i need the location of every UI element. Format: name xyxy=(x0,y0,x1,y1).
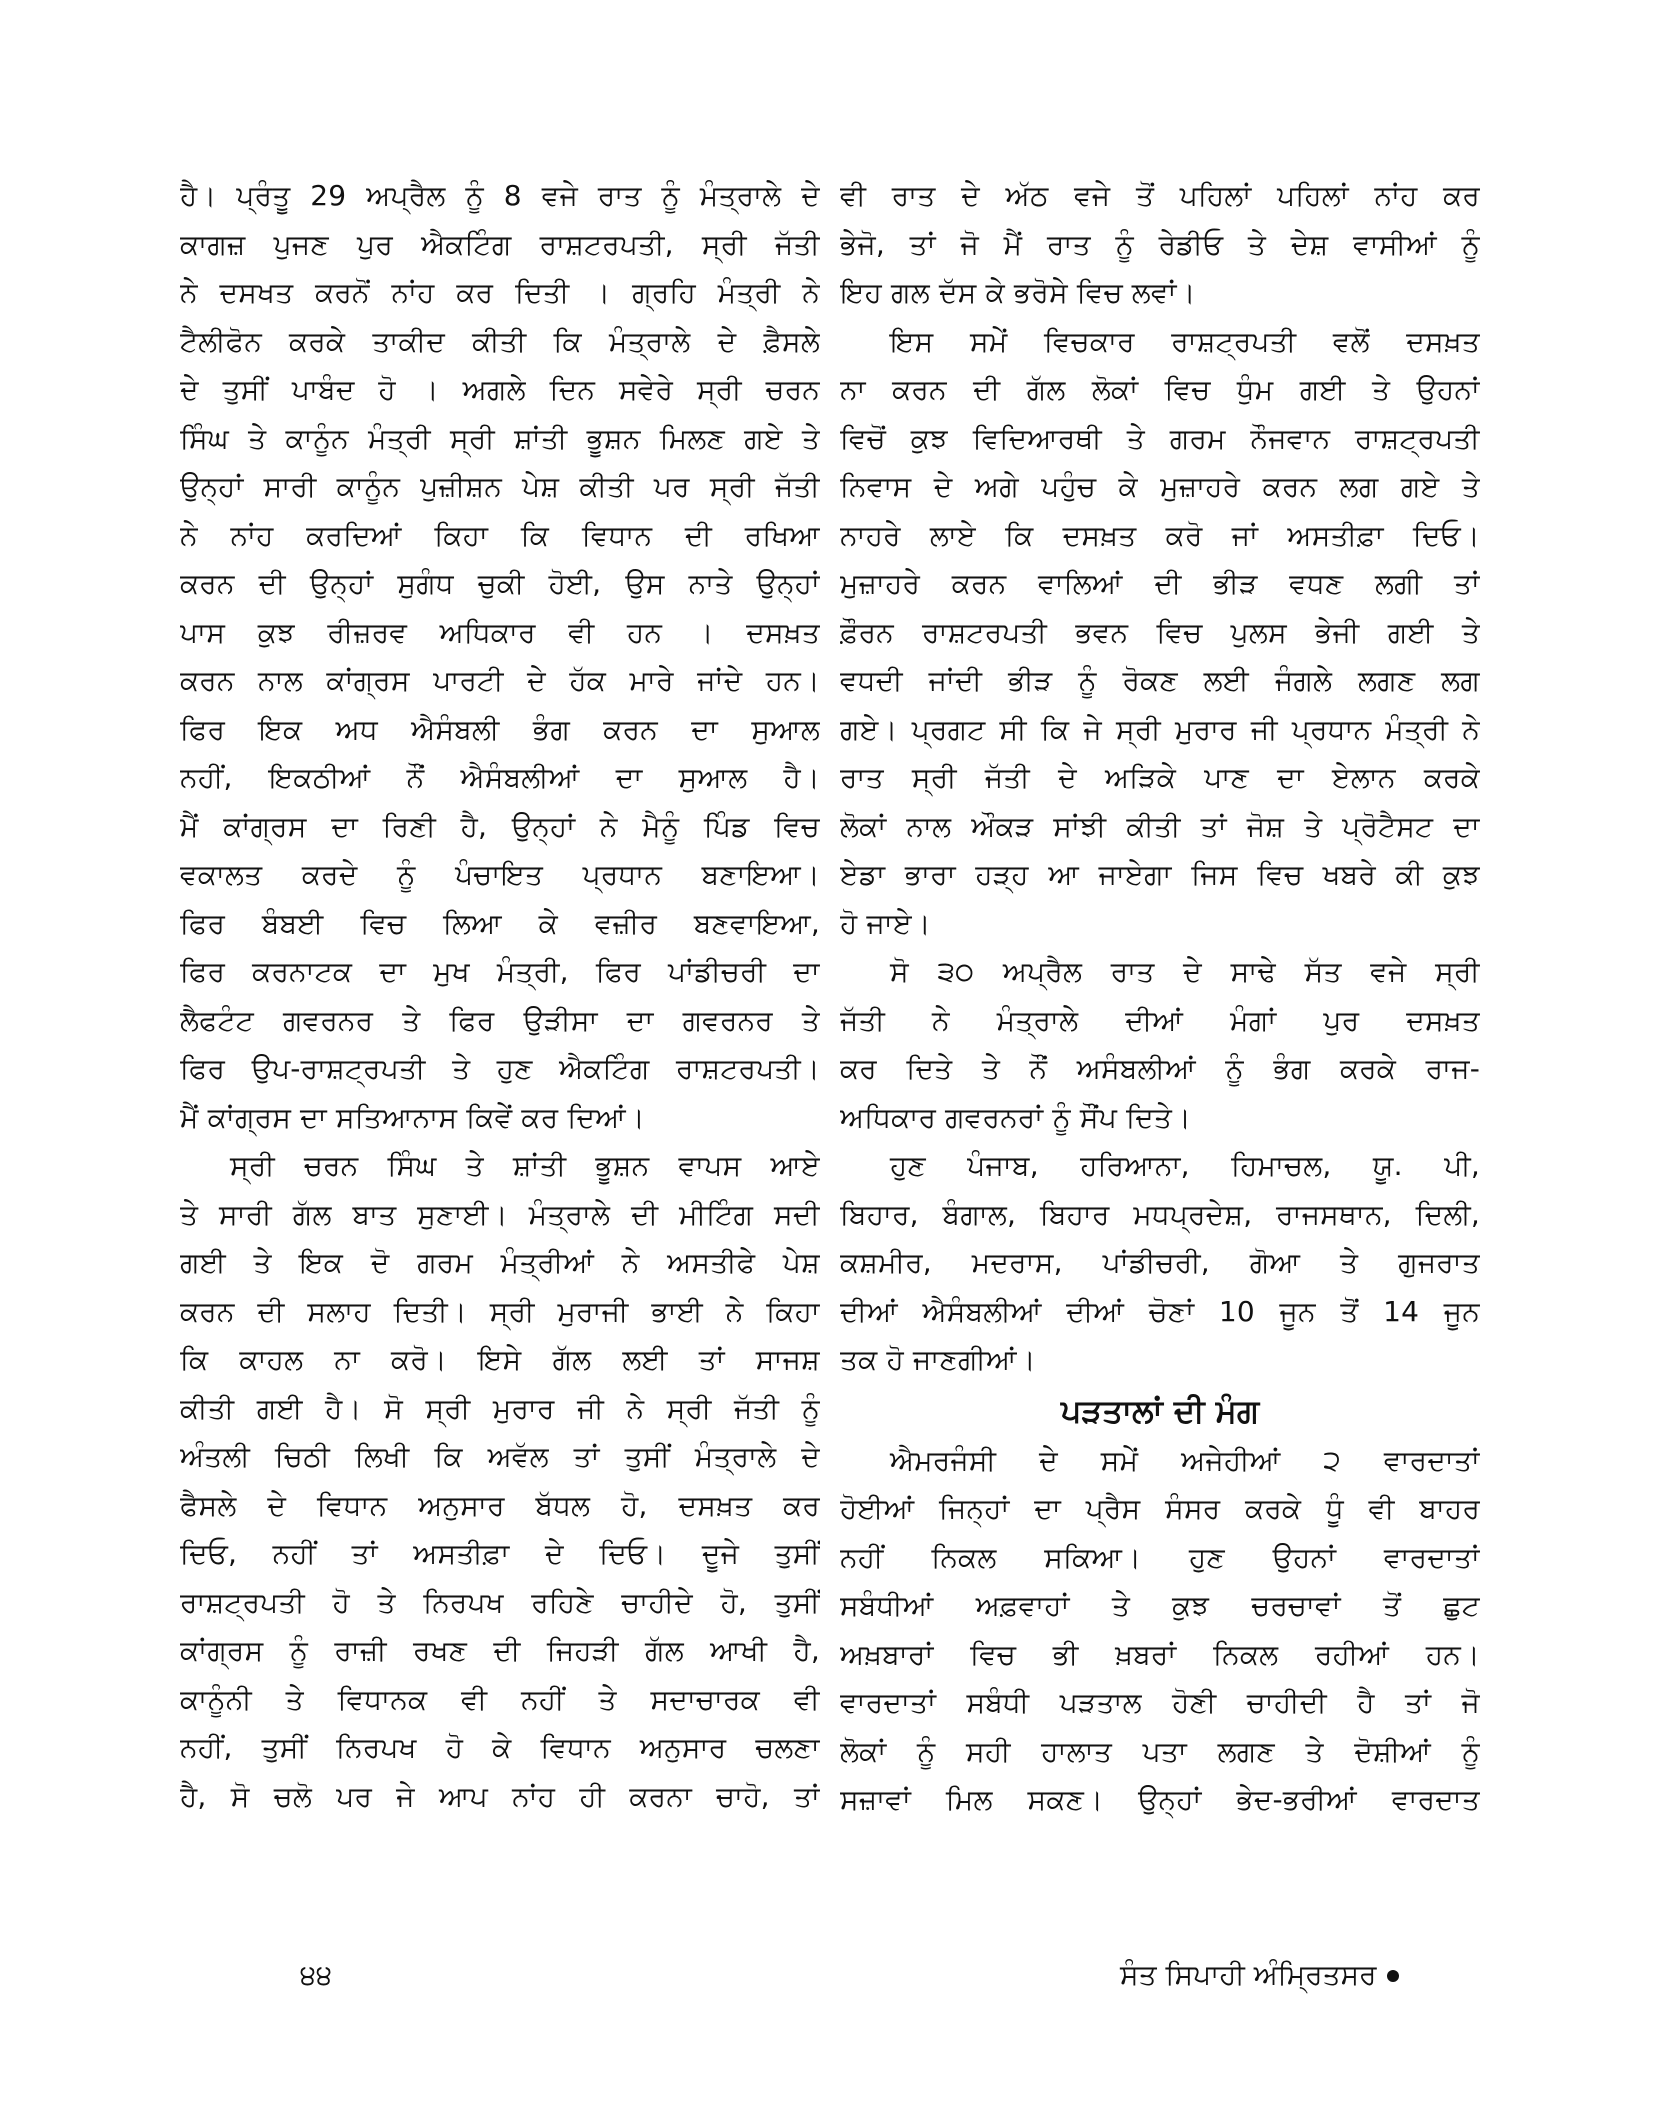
paragraph-start-line: ਇਸ ਸਮੇਂ ਵਿਚਕਾਰ ਰਾਸ਼ਟ੍ਰਪਤੀ ਵਲੋਂ ਦਸਖ਼ਤ xyxy=(890,324,1480,358)
text-line: ਜੱਤੀ ਨੇ ਮੰਤ੍ਰਾਲੇ ਦੀਆਂ ਮੰਗਾਂ ਪੁਰ ਦਸਖ਼ਤ xyxy=(840,1003,1480,1037)
left-column xyxy=(180,172,820,1821)
text-line: ਅਖ਼ਬਾਰਾਂ ਵਿਚ ਭੀ ਖ਼ਬਰਾਂ ਨਿਕਲ ਰਹੀਆਂ ਹਨ। xyxy=(840,1637,1480,1671)
text-line: ਵਾਰਦਾਤਾਂ ਸਬੰਧੀ ਪੜਤਾਲ ਹੋਣੀ ਚਾਹੀਦੀ ਹੈ ਤਾਂ ਜੋ xyxy=(840,1686,1480,1719)
text-line: ਬਿਹਾਰ, ਬੰਗਾਲ, ਬਿਹਾਰ ਮਧਪ੍ਰਦੇਸ਼, ਰਾਜਸਥਾਨ, ਦਿਲੀ, xyxy=(840,1197,1480,1231)
text-line: ਹੈ। ਪ੍ਰੰਤੂ 29 ਅਪ੍ਰੈਲ ਨੂੰ 8 ਵਜੇ ਰਾਤ ਨੂੰ ਮੰਤ੍ਰਾਲੇ ਦੇ xyxy=(180,179,820,212)
text-line: ਲੋਕਾਂ ਨਾਲ ਔਕੜ ਸਾਂਝੀ ਕੀਤੀ ਤਾਂ ਜੋਸ਼ ਤੇ ਪ੍ਰੋਟੈਸਟ ਦਾ xyxy=(840,809,1480,843)
text-line: ਵੀ ਰਾਤ ਦੇ ਅੱਠ ਵਜੇ ਤੋਂ ਪਹਿਲਾਂ ਪਹਿਲਾਂ ਨਾਂਹ ਕਰ xyxy=(840,179,1480,212)
text-line: ਫਿਰ ਕਰਨਾਟਕ ਦਾ ਮੁਖ ਮੰਤ੍ਰੀ, ਫਿਰ ਪਾਂਡੀਚਰੀ ਦਾ xyxy=(180,955,820,988)
text-line: ਭੇਜੋ, ਤਾਂ ਜੋ ਮੈਂ ਰਾਤ ਨੂੰ ਰੇਡੀਓ ਤੇ ਦੇਸ਼ ਵਾਸੀਆਂ ਨੂੰ xyxy=(840,227,1480,261)
text-line: ਸਿੰਘ ਤੇ ਕਾਨੂੰਨ ਮੰਤ੍ਰੀ ਸ੍ਰੀ ਸ਼ਾਂਤੀ ਭੂਸ਼ਨ ਮਿਲਣ ਗਏ ਤੇ xyxy=(180,421,820,455)
publication-footer xyxy=(1120,1955,1399,1995)
text-line: ਹੈ, ਸੋ ਚਲੋ ਪਰ ਜੇ ਆਪ ਨਾਂਹ ਹੀ ਕਰਨਾ ਚਾਹੋ, ਤਾਂ xyxy=(180,1779,820,1813)
text-line: ਲੈਫਟੰਟ ਗਵਰਨਰ ਤੇ ਫਿਰ ਉੜੀਸਾ ਦਾ ਗਵਰਨਰ ਤੇ xyxy=(180,1003,820,1037)
text-line: ਉਨ੍ਹਾਂ ਸਾਰੀ ਕਾਨੂੰਨ ਪੁਜ਼ੀਸ਼ਨ ਪੇਸ਼ ਕੀਤੀ ਪਰ ਸ੍ਰੀ ਜੱਤੀ xyxy=(180,470,820,503)
publication-name: ਸੰਤ ਸਿਪਾਹੀ ਅੰਮ੍ਰਿਤਸਰ xyxy=(1120,1958,1377,1991)
text-line: ਟੈਲੀਫੋਨ ਕਰਕੇ ਤਾਕੀਦ ਕੀਤੀ ਕਿ ਮੰਤ੍ਰਾਲੇ ਦੇ ਫ਼ੈਸਲੇ xyxy=(180,324,820,358)
text-line: ਫੈਸਲੇ ਦੇ ਵਿਧਾਨ ਅਨੁਸਾਰ ਬੱਧਲ ਹੋ, ਦਸਖ਼ਤ ਕਰ xyxy=(180,1488,820,1522)
text-line: ਕਰ ਦਿਤੇ ਤੇ ਨੌਂ ਅਸੰਬਲੀਆਂ ਨੂੰ ਭੰਗ ਕਰਕੇ ਰਾਜ- xyxy=(840,1052,1480,1085)
paragraph-start-line: ਹੁਣ ਪੰਜਾਬ, ਹਰਿਆਨਾ, ਹਿਮਾਚਲ, ਯੂ. ਪੀ, xyxy=(890,1149,1480,1182)
paragraph-start-line: ਸ੍ਰੀ ਚਰਨ ਸਿੰਘ ਤੇ ਸ਼ਾਂਤੀ ਭੂਸ਼ਨ ਵਾਪਸ ਆਏ xyxy=(230,1149,820,1182)
section-heading: ਪੜਤਾਲਾਂ ਦੀ ਮੰਗ xyxy=(1060,1391,1260,1430)
text-line: ਨਹੀਂ ਨਿਕਲ ਸਕਿਆ। ਹੁਣ ਉਹਨਾਂ ਵਾਰਦਾਤਾਂ xyxy=(840,1540,1480,1574)
text-line: ਫਿਰ ਇਕ ਅਧ ਐਸੰਬਲੀ ਭੰਗ ਕਰਨ ਦਾ ਸੁਆਲ xyxy=(180,712,820,746)
text-line: ਸਬੰਧੀਆਂ ਅਫ਼ਵਾਹਾਂ ਤੇ ਕੁਝ ਚਰਚਾਵਾਂ ਤੋਂ ਛੁਟ xyxy=(840,1589,1480,1622)
text-line: ਮੁਜ਼ਾਹਰੇ ਕਰਨ ਵਾਲਿਆਂ ਦੀ ਭੀੜ ਵਧਣ ਲਗੀ ਤਾਂ xyxy=(840,567,1480,600)
text-line: ਰਾਤ ਸ੍ਰੀ ਜੱਤੀ ਦੇ ਅੜਿਕੇ ਪਾਣ ਦਾ ਏਲਾਨ ਕਰਕੇ xyxy=(840,761,1480,794)
text-line: ਵਧਦੀ ਜਾਂਦੀ ਭੀੜ ਨੂੰ ਰੋਕਣ ਲਈ ਜੰਗਲੇ ਲਗਣ ਲਗ xyxy=(840,664,1480,697)
text-line: ਗਈ ਤੇ ਇਕ ਦੋ ਗਰਮ ਮੰਤ੍ਰੀਆਂ ਨੇ ਅਸਤੀਫੇ ਪੇਸ਼ xyxy=(180,1246,820,1279)
text-line: ਰਾਸ਼ਟ੍ਰਪਤੀ ਹੋ ਤੇ ਨਿਰਪਖ ਰਹਿਣੇ ਚਾਹੀਦੇ ਹੋ, ਤੁਸੀਂ xyxy=(180,1585,820,1619)
text-line: ਕਸ਼ਮੀਰ, ਮਦਰਾਸ, ਪਾਂਡੀਚਰੀ, ਗੋਆ ਤੇ ਗੁਜਰਾਤ xyxy=(840,1246,1480,1279)
text-line: ਸਜ਼ਾਵਾਂ ਮਿਲ ਸਕਣ। ਉਨ੍ਹਾਂ ਭੇਦ-ਭਰੀਆਂ ਵਾਰਦਾਤ xyxy=(840,1783,1480,1816)
text-line: ਕਰਨ ਨਾਲ ਕਾਂਗ੍ਰਸ ਪਾਰਟੀ ਦੇ ਹੱਕ ਮਾਰੇ ਜਾਂਦੇ ਹਨ। xyxy=(180,664,820,697)
bullet-dot-icon xyxy=(1387,1970,1399,1982)
text-line: ਫਿਰ ਬੰਬਈ ਵਿਚ ਲਿਆ ਕੇ ਵਜ਼ੀਰ ਬਣਵਾਇਆ, xyxy=(180,906,820,940)
text-line: ਨਹੀਂ, ਇਕਠੀਆਂ ਨੌਂ ਐਸੰਬਲੀਆਂ ਦਾ ਸੁਆਲ ਹੈ। xyxy=(180,761,820,794)
text-line: ਦੇ ਤੁਸੀਂ ਪਾਬੰਦ ਹੋ । ਅਗਲੇ ਦਿਨ ਸਵੇਰੇ ਸ੍ਰੀ ਚਰਨ xyxy=(180,373,820,406)
page-number: ੪੪ xyxy=(300,1958,333,1991)
text-line: ਤਕ ਹੋ ਜਾਣਗੀਆਂ। xyxy=(840,1343,1036,1376)
text-line: ਮੈਂ ਕਾਂਗ੍ਰਸ ਦਾ ਸਤਿਆਨਾਸ ਕਿਵੇਂ ਕਰ ਦਿਆਂ। xyxy=(180,1100,645,1134)
text-line: ਕਰਨ ਦੀ ਸਲਾਹ ਦਿਤੀ। ਸ੍ਰੀ ਮੁਰਾਜੀ ਭਾਈ ਨੇ ਕਿਹਾ xyxy=(180,1294,820,1328)
text-line: ਕੀਤੀ ਗਈ ਹੈ। ਸੋ ਸ੍ਰੀ ਮੁਰਾਰ ਜੀ ਨੇ ਸ੍ਰੀ ਜੱਤੀ ਨੂੰ xyxy=(180,1391,820,1425)
text-line: ਅੰਤਲੀ ਚਿਠੀ ਲਿਖੀ ਕਿ ਅਵੱਲ ਤਾਂ ਤੁਸੀਂ ਮੰਤ੍ਰਾਲੇ ਦੇ xyxy=(180,1440,820,1473)
text-line: ਹੋ ਜਾਏ। xyxy=(840,906,931,940)
paragraph-start-line: ਐਮਰਜੰਸੀ ਦੇ ਸਮੇਂ ਅਜੇਹੀਆਂ ੨ ਵਾਰਦਾਤਾਂ xyxy=(890,1443,1480,1477)
text-line: ਕਾਗਜ਼ ਪੁਜਣ ਪੁਰ ਐਕਟਿੰਗ ਰਾਸ਼ਟਰਪਤੀ, ਸ੍ਰੀ ਜੱਤੀ xyxy=(180,227,820,261)
text-line: ਨਾਹਰੇ ਲਾਏ ਕਿ ਦਸਖ਼ਤ ਕਰੋ ਜਾਂ ਅਸਤੀਫ਼ਾ ਦਿਓ। xyxy=(840,518,1480,552)
text-line: ਕਰਨ ਦੀ ਉਨ੍ਹਾਂ ਸੁਗੰਧ ਚੁਕੀ ਹੋਈ, ਉਸ ਨਾਤੇ ਉਨ੍ਹਾਂ xyxy=(180,567,820,600)
text-line: ਦੀਆਂ ਐਸੰਬਲੀਆਂ ਦੀਆਂ ਚੋਣਾਂ 10 ਜੂਨ ਤੋਂ 14 ਜੂਨ xyxy=(840,1294,1480,1328)
text-line: ਗਏ। ਪ੍ਰਗਟ ਸੀ ਕਿ ਜੇ ਸ੍ਰੀ ਮੁਰਾਰ ਜੀ ਪ੍ਰਧਾਨ ਮੰਤ੍ਰੀ ਨੇ xyxy=(840,712,1480,746)
text-line: ਨਿਵਾਸ ਦੇ ਅਗੇ ਪਹੁੰਚ ਕੇ ਮੁਜ਼ਾਹਰੇ ਕਰਨ ਲਗ ਗਏ ਤੇ xyxy=(840,470,1480,503)
text-line: ਨੇ ਨਾਂਹ ਕਰਦਿਆਂ ਕਿਹਾ ਕਿ ਵਿਧਾਨ ਦੀ ਰਖਿਆ xyxy=(180,518,820,552)
paragraph-start-line: ਸੋ ੩੦ ਅਪ੍ਰੈਲ ਰਾਤ ਦੇ ਸਾਢੇ ਸੱਤ ਵਜੇ ਸ੍ਰੀ xyxy=(890,955,1480,988)
text-line: ਵਕਾਲਤ ਕਰਦੇ ਨੂੰ ਪੰਚਾਇਤ ਪ੍ਰਧਾਨ ਬਣਾਇਆ। xyxy=(180,858,820,891)
text-line: ਹੋਈਆਂ ਜਿਨ੍ਹਾਂ ਦਾ ਪ੍ਰੈਸ ਸੰਸਰ ਕਰਕੇ ਧੂੰ ਵੀ ਬਾਹਰ xyxy=(840,1492,1480,1525)
text-line: ਫ਼ੌਰਨ ਰਾਸ਼ਟਰਪਤੀ ਭਵਨ ਵਿਚ ਪੁਲਸ ਭੇਜੀ ਗਈ ਤੇ xyxy=(840,615,1480,649)
text-line: ਤੇ ਸਾਰੀ ਗੱਲ ਬਾਤ ਸੁਣਾਈ। ਮੰਤ੍ਰਾਲੇ ਦੀ ਮੀਟਿੰਗ ਸਦੀ xyxy=(180,1197,820,1231)
text-line: ਇਹ ਗਲ ਦੱਸ ਕੇ ਭਰੋਸੇ ਵਿਚ ਲਵਾਂ। xyxy=(840,276,1196,309)
text-line: ਏਡਾ ਭਾਰਾ ਹੜ੍ਹ ਆ ਜਾਏਗਾ ਜਿਸ ਵਿਚ ਖਬਰੇ ਕੀ ਕੁਝ xyxy=(840,858,1480,891)
right-column xyxy=(840,172,1480,1825)
text-line: ਵਿਚੋਂ ਕੁਝ ਵਿਦਿਆਰਥੀ ਤੇ ਗਰਮ ਨੌਜਵਾਨ ਰਾਸ਼ਟ੍ਰਪਤੀ xyxy=(840,421,1480,455)
text-line: ਅਧਿਕਾਰ ਗਵਰਨਰਾਂ ਨੂੰ ਸੌਂਪ ਦਿਤੇ। xyxy=(840,1100,1192,1134)
text-line: ਲੋਕਾਂ ਨੂੰ ਸਹੀ ਹਾਲਾਤ ਪਤਾ ਲਗਣ ਤੇ ਦੋਸ਼ੀਆਂ ਨੂੰ xyxy=(840,1734,1480,1768)
text-line: ਦਿਓ, ਨਹੀਂ ਤਾਂ ਅਸਤੀਫ਼ਾ ਦੇ ਦਿਓ। ਦੂਜੇ ਤੁਸੀਂ xyxy=(180,1537,820,1570)
text-line: ਕਿ ਕਾਹਲ ਨਾ ਕਰੋ। ਇਸੇ ਗੱਲ ਲਈ ਤਾਂ ਸਾਜਸ਼ xyxy=(180,1343,820,1376)
text-line: ਪਾਸ ਕੁਝ ਰੀਜ਼ਰਵ ਅਧਿਕਾਰ ਵੀ ਹਨ । ਦਸਖ਼ਤ xyxy=(180,615,820,649)
text-line: ਨਹੀਂ, ਤੁਸੀਂ ਨਿਰਪਖ ਹੋ ਕੇ ਵਿਧਾਨ ਅਨੁਸਾਰ ਚਲਣਾ xyxy=(180,1731,820,1764)
text-line: ਕਾਂਗ੍ਰਸ ਨੂੰ ਰਾਜ਼ੀ ਰਖਣ ਦੀ ਜਿਹੜੀ ਗੱਲ ਆਖੀ ਹੈ, xyxy=(180,1634,820,1667)
text-line: ਮੈਂ ਕਾਂਗ੍ਰਸ ਦਾ ਰਿਣੀ ਹੈ, ਉਨ੍ਹਾਂ ਨੇ ਮੈਨੂੰ ਪਿੰਡ ਵਿਚ xyxy=(180,809,820,843)
text-line: ਫਿਰ ਉਪ-ਰਾਸ਼ਟ੍ਰਪਤੀ ਤੇ ਹੁਣ ਐਕਟਿੰਗ ਰਾਸ਼ਟਰਪਤੀ। xyxy=(180,1052,820,1085)
text-line: ਨਾ ਕਰਨ ਦੀ ਗੱਲ ਲੋਕਾਂ ਵਿਚ ਧੁੰਮ ਗਈ ਤੇ ਉਹਨਾਂ xyxy=(840,373,1480,406)
text-line: ਕਾਨੂੰਨੀ ਤੇ ਵਿਧਾਨਕ ਵੀ ਨਹੀਂ ਤੇ ਸਦਾਚਾਰਕ ਵੀ xyxy=(180,1682,820,1716)
text-line: ਨੇ ਦਸਖਤ ਕਰਨੋਂ ਨਾਂਹ ਕਰ ਦਿਤੀ । ਗ੍ਰਹਿ ਮੰਤ੍ਰੀ ਨੇ xyxy=(180,276,820,309)
